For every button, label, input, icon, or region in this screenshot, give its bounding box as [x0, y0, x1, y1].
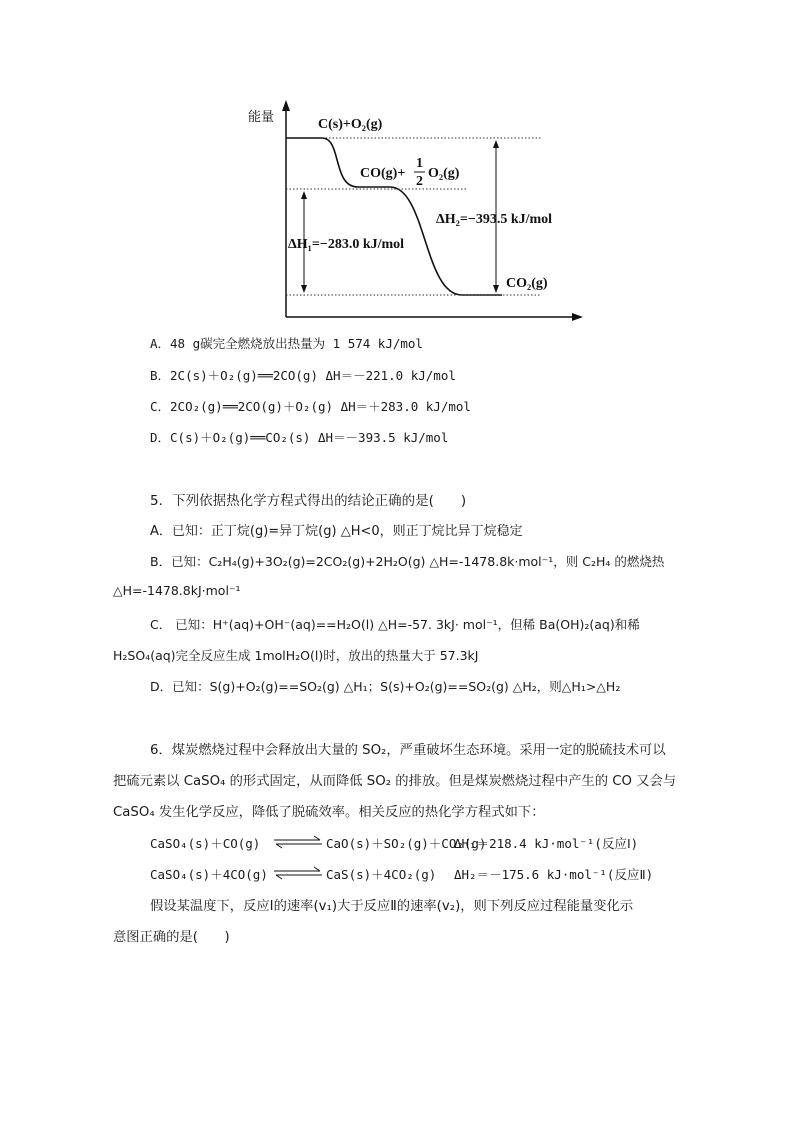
dh2-arrowhead-top: [493, 140, 499, 148]
q6-eq1-left: CaSO₄(s)＋CO(g): [150, 836, 261, 851]
q6-eq2-right: CaS(s)＋4CO₂(g): [326, 867, 437, 882]
q6-paragraph-line1: 6．煤炭燃烧过程中会释放出大量的 SO₂，严重破坏生态环境。采用一定的脱硫技术可以: [150, 743, 666, 758]
q6-paragraph-line5: 意图正确的是( ): [113, 930, 230, 945]
q5-option-b-line1: B．已知：C₂H₄(g)+3O₂(g)=2CO₂(g)+2H₂O(g) △H=-1478.8k·mol⁻¹，则 C₂H₄ 的燃烧热: [150, 554, 665, 569]
mid-state-right: O₂(g): [428, 166, 460, 181]
y-axis-arrow: [282, 100, 290, 111]
mid-state-left: CO(g)+: [360, 166, 406, 181]
q6-eq2-left: CaSO₄(s)＋4CO(g): [150, 867, 268, 882]
q4-option-c: C．2CO₂(g)══2CO(g)＋O₂(g) ΔH＝＋283.0 kJ/mol: [150, 399, 471, 414]
x-axis-arrow: [572, 313, 583, 321]
dh2-arrowhead-bottom: [493, 285, 499, 293]
q6-eq1-enthalpy: ΔH₁＝218.4 kJ·mol⁻¹(反应Ⅰ): [454, 836, 639, 851]
q6-eq2-enthalpy: ΔH₂＝－175.6 kJ·mol⁻¹(反应Ⅱ): [454, 867, 654, 882]
bottom-state-label: CO₂(g): [506, 276, 548, 291]
q6-paragraph-line2: 把硫元素以 CaSO₄ 的形式固定，从而降低 SO₂ 的排放。但是煤炭燃烧过程中产生的 CO 又会与: [113, 774, 677, 789]
energy-diagram: [240, 95, 590, 325]
q6-paragraph-line4: 假设某温度下，反应Ⅰ的速率(v₁)大于反应Ⅱ的速率(v₂)，则下列反应过程能量变化示: [150, 899, 634, 914]
mid-state-frac-num: 1: [416, 156, 423, 171]
q4-option-a: A．48 g碳完全燃烧放出热量为 1 574 kJ/mol: [150, 336, 423, 351]
dh1-arrowhead-top: [301, 191, 307, 199]
q6-eq2-equilibrium-arrow: [272, 865, 324, 881]
dh2-label: ΔH₂=−393.5 kJ/mol: [436, 212, 553, 227]
q5-option-c-line2: H₂SO₄(aq)完全反应生成 1molH₂O(l)时，放出的热量大于 57.3kJ: [113, 648, 479, 663]
q5-option-d: D．已知：S(g)+O₂(g)==SO₂(g) △H₁；S(s)+O₂(g)==SO₂(g) △H₂，则△H₁>△H₂: [150, 679, 621, 694]
top-state-label: C(s)+O₂(g): [318, 117, 383, 132]
dh1-label: ΔH₁=−283.0 kJ/mol: [288, 237, 405, 252]
y-axis-label: 能量: [248, 110, 275, 125]
q4-option-d: D．C(s)＋O₂(g)══CO₂(s) ΔH＝－393.5 kJ/mol: [150, 430, 449, 445]
q5-option-b-line2: △H=-1478.8kJ·mol⁻¹: [113, 583, 241, 598]
q5-option-c-line1: C． 已知：H⁺(aq)+OH⁻(aq)==H₂O(l) △H=-57. 3kJ· mol⁻¹，但稀 Ba(OH)₂(aq)和稀: [150, 617, 640, 632]
q6-paragraph-line3: CaSO₄ 发生化学反应，降低了脱硫效率。相关反应的热化学方程式如下：: [113, 805, 545, 820]
q4-option-b: B．2C(s)＋O₂(g)══2CO(g) ΔH＝－221.0 kJ/mol: [150, 368, 456, 383]
q5-option-a: A．已知：正丁烷(g)=异丁烷(g) △H<0，则正丁烷比异丁烷稳定: [150, 524, 523, 539]
mid-state-frac-den: 2: [416, 174, 423, 189]
q6-eq1-right: CaO(s)＋SO₂(g)＋CO₂(g): [326, 836, 487, 851]
q5-stem: 5．下列依据热化学方程式得出的结论正确的是( ): [150, 493, 467, 509]
dh1-arrowhead-bottom: [301, 285, 307, 293]
q6-eq1-equilibrium-arrow: [272, 834, 324, 850]
